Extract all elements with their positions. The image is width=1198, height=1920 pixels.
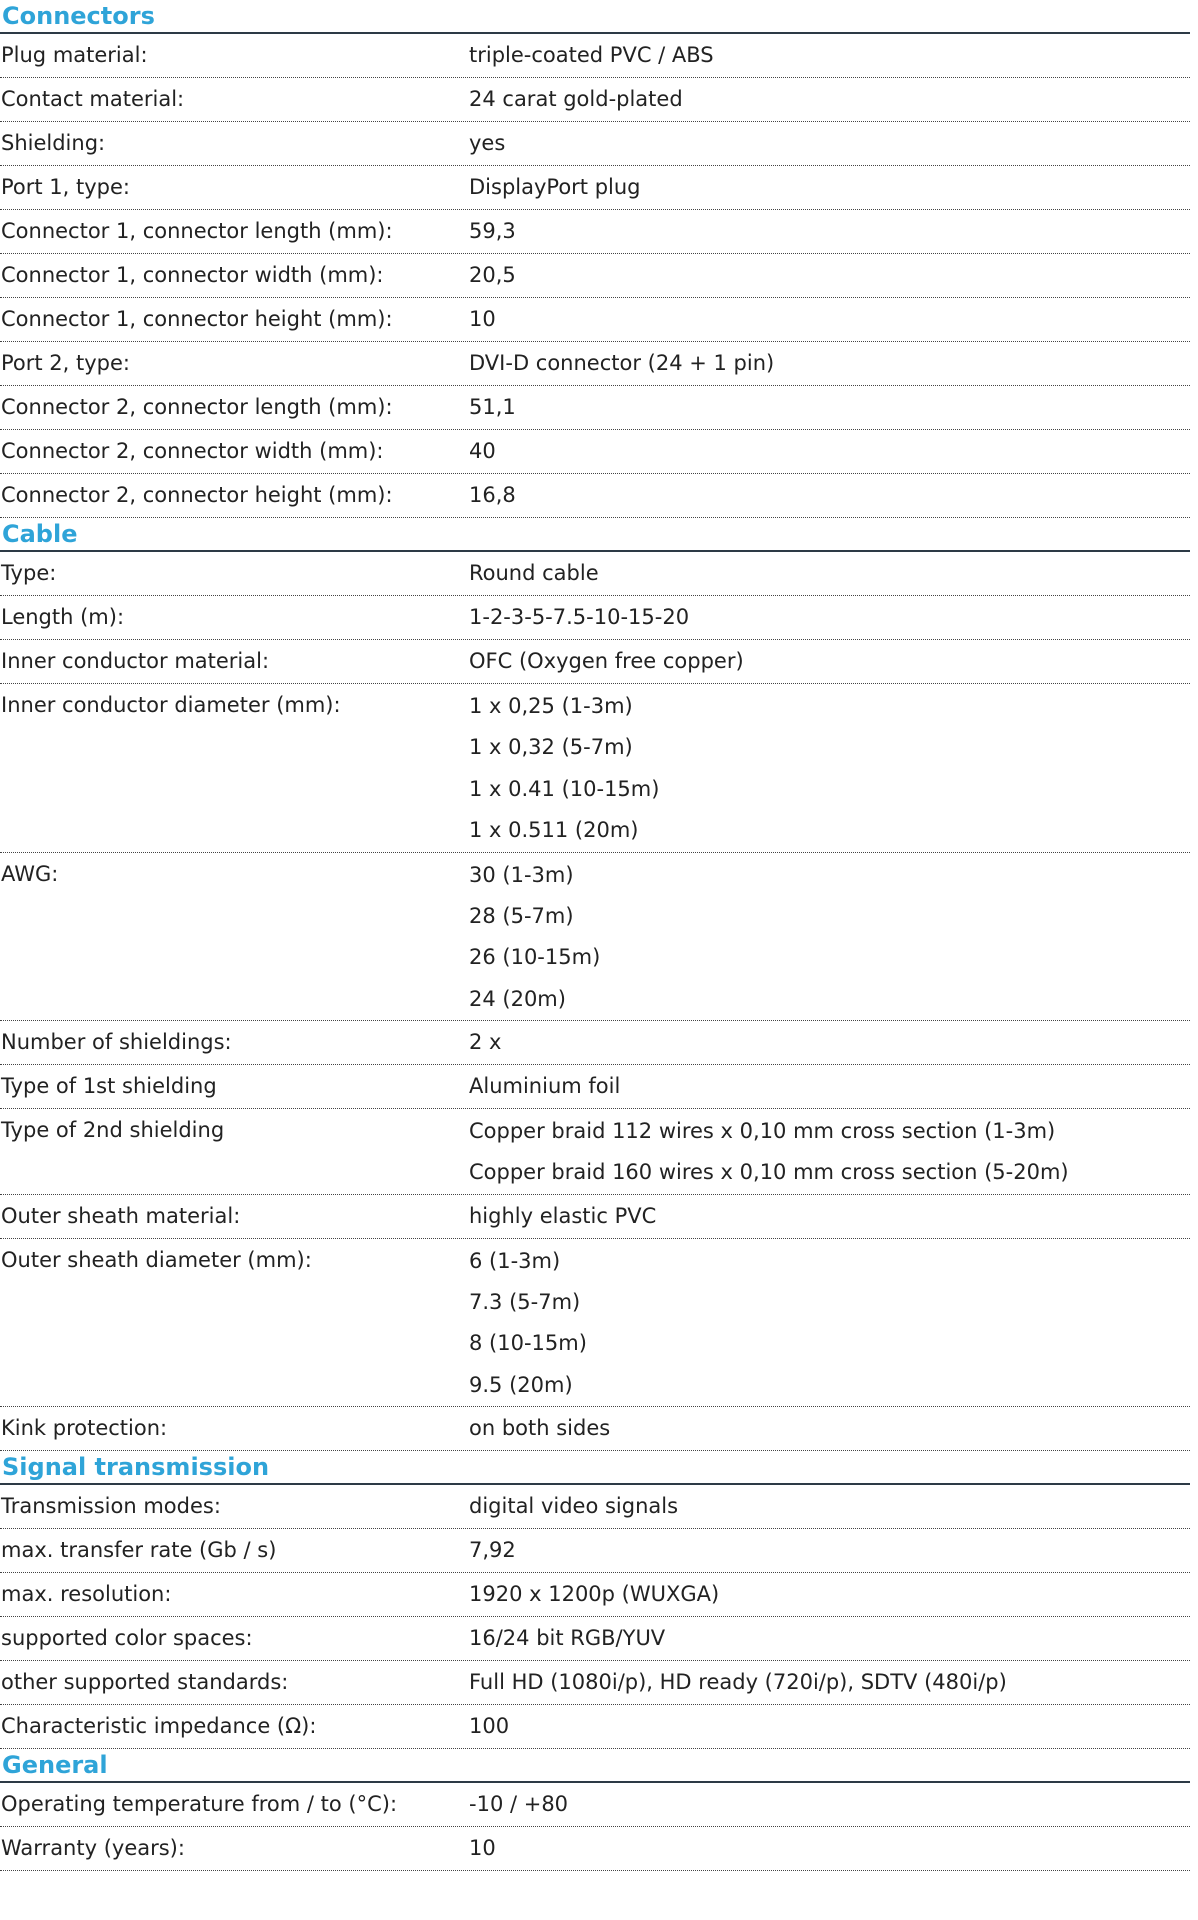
spec-value: Round cable <box>469 561 599 585</box>
spec-value: 16/24 bit RGB/YUV <box>469 1626 666 1650</box>
spec-row <box>0 1407 1190 1451</box>
spec-label: Warranty (years): <box>1 1836 185 1860</box>
spec-values <box>469 1705 1190 1748</box>
spec-row <box>0 386 1190 430</box>
spec-value: 30 (1-3m) <box>469 862 574 887</box>
spec-label: Kink protection: <box>1 1416 168 1440</box>
spec-value: 24 carat gold-plated <box>469 87 683 111</box>
spec-label: supported color spaces: <box>1 1626 253 1650</box>
spec-row <box>0 1529 1190 1573</box>
spec-label: Port 2, type: <box>1 351 131 375</box>
section-title: Cable <box>0 518 1190 552</box>
spec-values <box>469 210 1190 253</box>
spec-label: Inner conductor diameter (mm): <box>1 693 341 717</box>
spec-value: 100 <box>469 1714 510 1738</box>
section-title: Signal transmission <box>0 1451 1190 1485</box>
spec-value: 9.5 (20m) <box>469 1372 573 1397</box>
spec-value: DVI-D connector (24 + 1 pin) <box>469 351 775 375</box>
spec-values <box>469 298 1190 341</box>
spec-values <box>469 386 1190 429</box>
spec-values <box>469 78 1190 121</box>
spec-value: 28 (5-7m) <box>469 903 574 928</box>
spec-row <box>0 474 1190 518</box>
spec-row <box>0 640 1190 684</box>
spec-values <box>469 1573 1190 1616</box>
spec-row <box>0 1195 1190 1239</box>
spec-value: 1920 x 1200p (WUXGA) <box>469 1582 720 1606</box>
spec-value: 1 x 0,32 (5-7m) <box>469 735 633 759</box>
spec-label: Operating temperature from / to (°C): <box>1 1792 398 1816</box>
spec-row <box>0 210 1190 254</box>
spec-row <box>0 552 1190 596</box>
spec-value: 7,92 <box>469 1538 516 1562</box>
spec-row <box>0 342 1190 386</box>
spec-label: Number of shieldings: <box>1 1030 232 1054</box>
spec-values <box>469 552 1190 595</box>
spec-values <box>469 342 1190 385</box>
spec-row <box>0 684 1190 853</box>
spec-values <box>469 1783 1190 1826</box>
spec-value: 1 x 0.511 (20m) <box>469 818 639 842</box>
spec-label: Inner conductor material: <box>1 649 270 673</box>
section-title: Connectors <box>0 0 1190 34</box>
spec-values <box>469 596 1190 639</box>
spec-value: triple-coated PVC / ABS <box>469 43 714 67</box>
spec-value: highly elastic PVC <box>469 1203 657 1228</box>
spec-label: Connector 1, connector height (mm): <box>1 307 393 331</box>
spec-row <box>0 1617 1190 1661</box>
spec-row <box>0 1239 1190 1408</box>
section-title: General <box>0 1749 1190 1783</box>
spec-row <box>0 78 1190 122</box>
spec-row <box>0 430 1190 474</box>
spec-values <box>469 640 1190 683</box>
spec-value: 7.3 (5-7m) <box>469 1289 581 1314</box>
spec-label: max. transfer rate (Gb / s) <box>1 1538 277 1562</box>
spec-value: 1 x 0.41 (10-15m) <box>469 776 660 801</box>
spec-values <box>469 1485 1190 1528</box>
spec-value: 10 <box>469 307 496 331</box>
spec-values <box>469 1617 1190 1660</box>
spec-row <box>0 166 1190 210</box>
spec-label: Type of 2nd shielding <box>1 1118 225 1142</box>
spec-value: -10 / +80 <box>469 1792 569 1816</box>
spec-row <box>0 1485 1190 1529</box>
spec-value: digital video signals <box>469 1494 679 1518</box>
spec-values <box>469 430 1190 473</box>
spec-value: yes <box>469 131 506 155</box>
spec-value: Aluminium foil <box>469 1074 621 1098</box>
spec-row <box>0 853 1190 1022</box>
spec-value: 51,1 <box>469 395 516 419</box>
spec-value: 10 <box>469 1836 496 1860</box>
spec-row <box>0 1109 1190 1195</box>
spec-values <box>469 853 1190 1021</box>
spec-value: 40 <box>469 439 496 463</box>
spec-row <box>0 1705 1190 1749</box>
spec-values <box>469 474 1190 517</box>
spec-label: Length (m): <box>1 605 125 629</box>
spec-row <box>0 1827 1190 1871</box>
spec-label: Connector 2, connector height (mm): <box>1 483 393 507</box>
spec-value: OFC (Oxygen free copper) <box>469 649 744 673</box>
spec-value: 59,3 <box>469 219 516 243</box>
spec-value: 24 (20m) <box>469 986 566 1011</box>
spec-label: Connector 1, connector length (mm): <box>1 219 393 243</box>
spec-values <box>469 1407 1190 1450</box>
spec-label: Type of 1st shielding <box>1 1074 217 1098</box>
spec-label: Transmission modes: <box>1 1494 221 1518</box>
spec-value: 26 (10-15m) <box>469 945 601 969</box>
spec-values <box>469 1827 1190 1870</box>
spec-value: 8 (10-15m) <box>469 1331 587 1355</box>
spec-row <box>0 1021 1190 1065</box>
spec-label: Contact material: <box>1 87 185 111</box>
spec-label: max. resolution: <box>1 1582 172 1606</box>
spec-label: Connector 1, connector width (mm): <box>1 263 384 287</box>
spec-label: Shielding: <box>1 131 106 155</box>
spec-label: Connector 2, connector width (mm): <box>1 439 384 463</box>
spec-label: Outer sheath diameter (mm): <box>1 1247 312 1272</box>
spec-values <box>469 1021 1190 1064</box>
spec-value: DisplayPort plug <box>469 175 641 199</box>
spec-row <box>0 596 1190 640</box>
spec-value: 1 x 0,25 (1-3m) <box>469 694 633 718</box>
spec-row <box>0 254 1190 298</box>
spec-value: Copper braid 160 wires x 0,10 mm cross section (5-20m) <box>469 1160 1069 1184</box>
spec-label: Port 1, type: <box>1 175 131 199</box>
spec-label: Type: <box>1 561 57 585</box>
spec-row <box>0 1573 1190 1617</box>
spec-value: Copper braid 112 wires x 0,10 mm cross section (1-3m) <box>469 1119 1056 1143</box>
spec-values <box>469 1239 1190 1407</box>
spec-row <box>0 1783 1190 1827</box>
spec-value: 20,5 <box>469 263 516 287</box>
spec-label: Connector 2, connector length (mm): <box>1 395 393 419</box>
spec-row <box>0 122 1190 166</box>
spec-label: Outer sheath material: <box>1 1203 241 1228</box>
spec-values <box>469 254 1190 297</box>
spec-value: 6 (1-3m) <box>469 1248 561 1273</box>
spec-label: Characteristic impedance (Ω): <box>1 1714 317 1738</box>
spec-values <box>469 684 1190 852</box>
spec-values <box>469 1195 1190 1238</box>
spec-row <box>0 298 1190 342</box>
spec-values <box>469 34 1190 77</box>
spec-row <box>0 1661 1190 1705</box>
spec-value: on both sides <box>469 1416 611 1440</box>
spec-row <box>0 1065 1190 1109</box>
spec-value: Full HD (1080i/p), HD ready (720i/p), SDTV (480i/p) <box>469 1670 1007 1694</box>
spec-values <box>469 122 1190 165</box>
spec-label: other supported standards: <box>1 1670 289 1694</box>
spec-value: 2 x <box>469 1030 502 1054</box>
spec-row <box>0 34 1190 78</box>
spec-label: AWG: <box>1 861 59 886</box>
spec-values <box>469 1109 1190 1194</box>
spec-value: 1-2-3-5-7.5-10-15-20 <box>469 605 690 629</box>
spec-values <box>469 1065 1190 1108</box>
spec-values <box>469 1529 1190 1572</box>
spec-values <box>469 1661 1190 1704</box>
spec-label: Plug material: <box>1 43 148 67</box>
spec-values <box>469 166 1190 209</box>
spec-value: 16,8 <box>469 483 516 507</box>
